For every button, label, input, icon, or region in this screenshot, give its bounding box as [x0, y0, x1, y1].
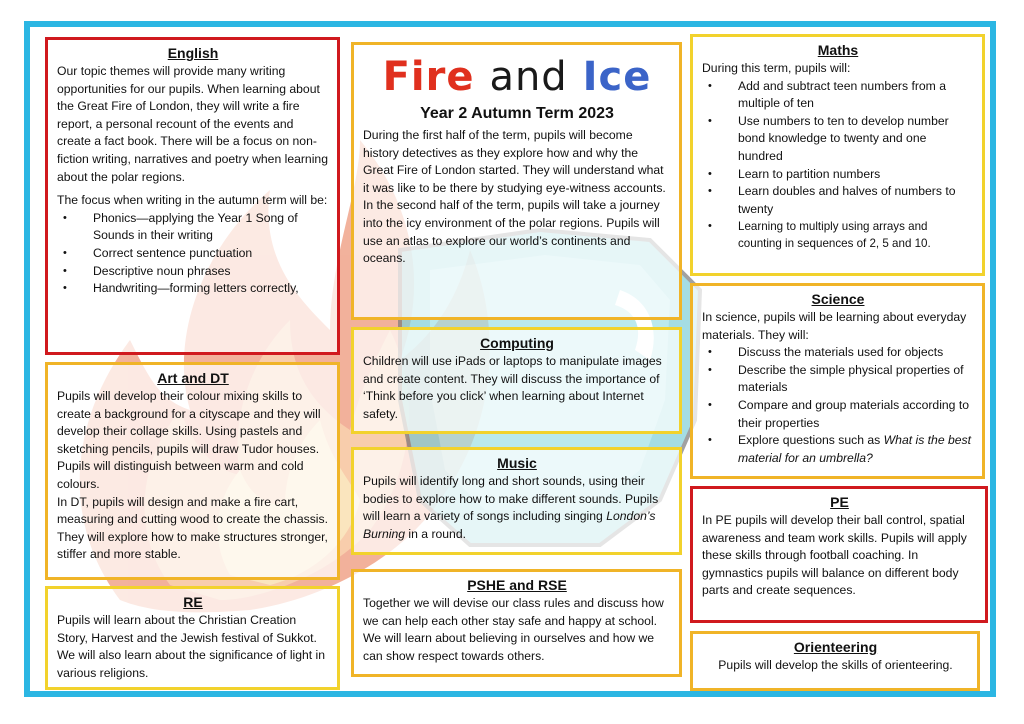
list-item: • Add and subtract teen numbers from a multiple of ten	[738, 78, 974, 113]
list-item: • Descriptive noun phrases	[93, 263, 329, 281]
english-section	[45, 37, 340, 355]
science-intro: In science, pupils will be learning about everyday materials. They will:	[702, 310, 967, 342]
music-song-title: London’s Burning	[363, 509, 656, 541]
art-paragraph-1: Pupils will develop their colour mixing skills to create a background for a cityscape and they will develop their collage skills. Using pastels and sketching pencils, pupils will draw Tudor houses. Pupils will distinguish between warm and cold colours.	[57, 389, 321, 491]
intro-paragraph-2: In the second half of the term, pupils will take a journey into the icy environment of the polar regions. Pupils will use an atlas to explore our world’s continents and oceans.	[363, 198, 660, 266]
music-heading: Music	[497, 455, 537, 471]
re-paragraph: Pupils will learn about the Christian Creation Story, Harvest and the Jewish festival of Sukkot. We will also learn about the significance of light in various religions.	[57, 613, 326, 680]
pe-paragraph: In PE pupils will develop their ball control, spatial awareness and team work skills. Pupils will apply these skills through football coaching. In gymnastics pupils will balance on different body parts and create sequences.	[702, 513, 967, 598]
list-item: • Discuss the materials used for objects	[738, 344, 974, 362]
english-list	[57, 210, 329, 298]
computing-paragraph: Children will use iPads or laptops to manipulate images and create content. They will discuss the importance of ‘Think before you click’ when learning about Internet safety.	[363, 354, 662, 421]
english-paragraph-1: Our topic themes will provide many writing opportunities for our pupils. When learning about the Great Fire of London, they will write a fire report, a personal recount of the events and create a fact book. There will be a focus on non-fiction writing, narratives and poetry when learning about the polar regions.	[57, 64, 328, 184]
re-section	[45, 586, 340, 690]
english-paragraph-2: The focus when writing in the autumn term will be:	[57, 193, 328, 208]
list-item: • Phonics—applying the Year 1 Song of Sounds in their writing	[93, 210, 329, 245]
orienteering-section	[690, 631, 980, 691]
maths-list-small	[702, 218, 974, 252]
science-question: What is the best material for an umbrella?	[738, 433, 972, 465]
list-item: • Learn doubles and halves of numbers to twenty	[738, 183, 974, 218]
english-heading: English	[167, 45, 219, 61]
pe-heading: PE	[830, 494, 849, 510]
art-dt-section	[45, 362, 340, 580]
pshe-rse-section	[351, 569, 682, 677]
science-question-text: Explore questions such as	[738, 433, 884, 448]
science-heading: Science	[811, 291, 865, 307]
music-paragraph	[363, 473, 671, 543]
maths-heading: Maths	[817, 42, 859, 58]
orienteering-heading: Orienteering	[793, 639, 878, 655]
list-item: • Learn to partition numbers	[738, 166, 974, 184]
science-section	[690, 283, 985, 479]
list-item: • Correct sentence punctuation	[93, 245, 329, 263]
page-title	[363, 55, 671, 99]
orienteering-paragraph: Pupils will develop the skills of orienteering.	[718, 658, 953, 672]
music-section	[351, 447, 682, 555]
title-word-ice: Ice	[582, 54, 652, 100]
re-heading: RE	[183, 594, 203, 610]
list-item: • Compare and group materials according to their properties	[738, 397, 974, 432]
maths-intro: During this term, pupils will:	[702, 61, 851, 75]
list-item: • Handwriting—forming letters correctly,	[93, 280, 329, 298]
page-subtitle: Year 2 Autumn Term 2023	[420, 105, 614, 122]
list-item: • Describe the simple physical properties of materials	[738, 362, 974, 397]
title-section	[351, 42, 682, 320]
list-item: • Learning to multiply using arrays and counting in sequences of 2, 5 and 10.	[738, 218, 974, 252]
pshe-heading: PSHE and RSE	[467, 577, 567, 593]
title-word-and: and	[489, 54, 568, 100]
pe-section	[690, 486, 988, 623]
computing-heading: Computing	[480, 335, 554, 351]
science-list	[702, 344, 974, 467]
list-item: • Use numbers to ten to develop number bond knowledge to twenty and one hundred	[738, 113, 974, 166]
art-paragraph-2: In DT, pupils will design and make a fire cart, measuring and cutting wood to create the chassis. They will explore how to make structures stronger, stiffer and more stable.	[57, 494, 328, 562]
art-dt-heading: Art and DT	[157, 370, 229, 386]
intro-paragraph-1: During the first half of the term, pupils will become history detectives as they explore how and why the Great Fire of London started. They will understand what it was like to be there by studying eye-witness accounts.	[363, 128, 666, 195]
list-item	[738, 432, 974, 467]
music-text: Pupils will identify long and short sounds, using their bodies to explore how to make different sounds. Pupils will learn a variety of songs including singing	[363, 474, 659, 524]
pshe-paragraph: Together we will devise our class rules and discuss how we can help each other stay safe and happy at school. We will learn about believing in ourselves and how we can show respect towards others.	[363, 596, 664, 663]
maths-section	[690, 34, 985, 276]
maths-list	[702, 78, 974, 219]
computing-section	[351, 327, 682, 434]
title-word-fire: Fire	[382, 54, 475, 100]
music-text-end: in a round.	[405, 526, 466, 541]
